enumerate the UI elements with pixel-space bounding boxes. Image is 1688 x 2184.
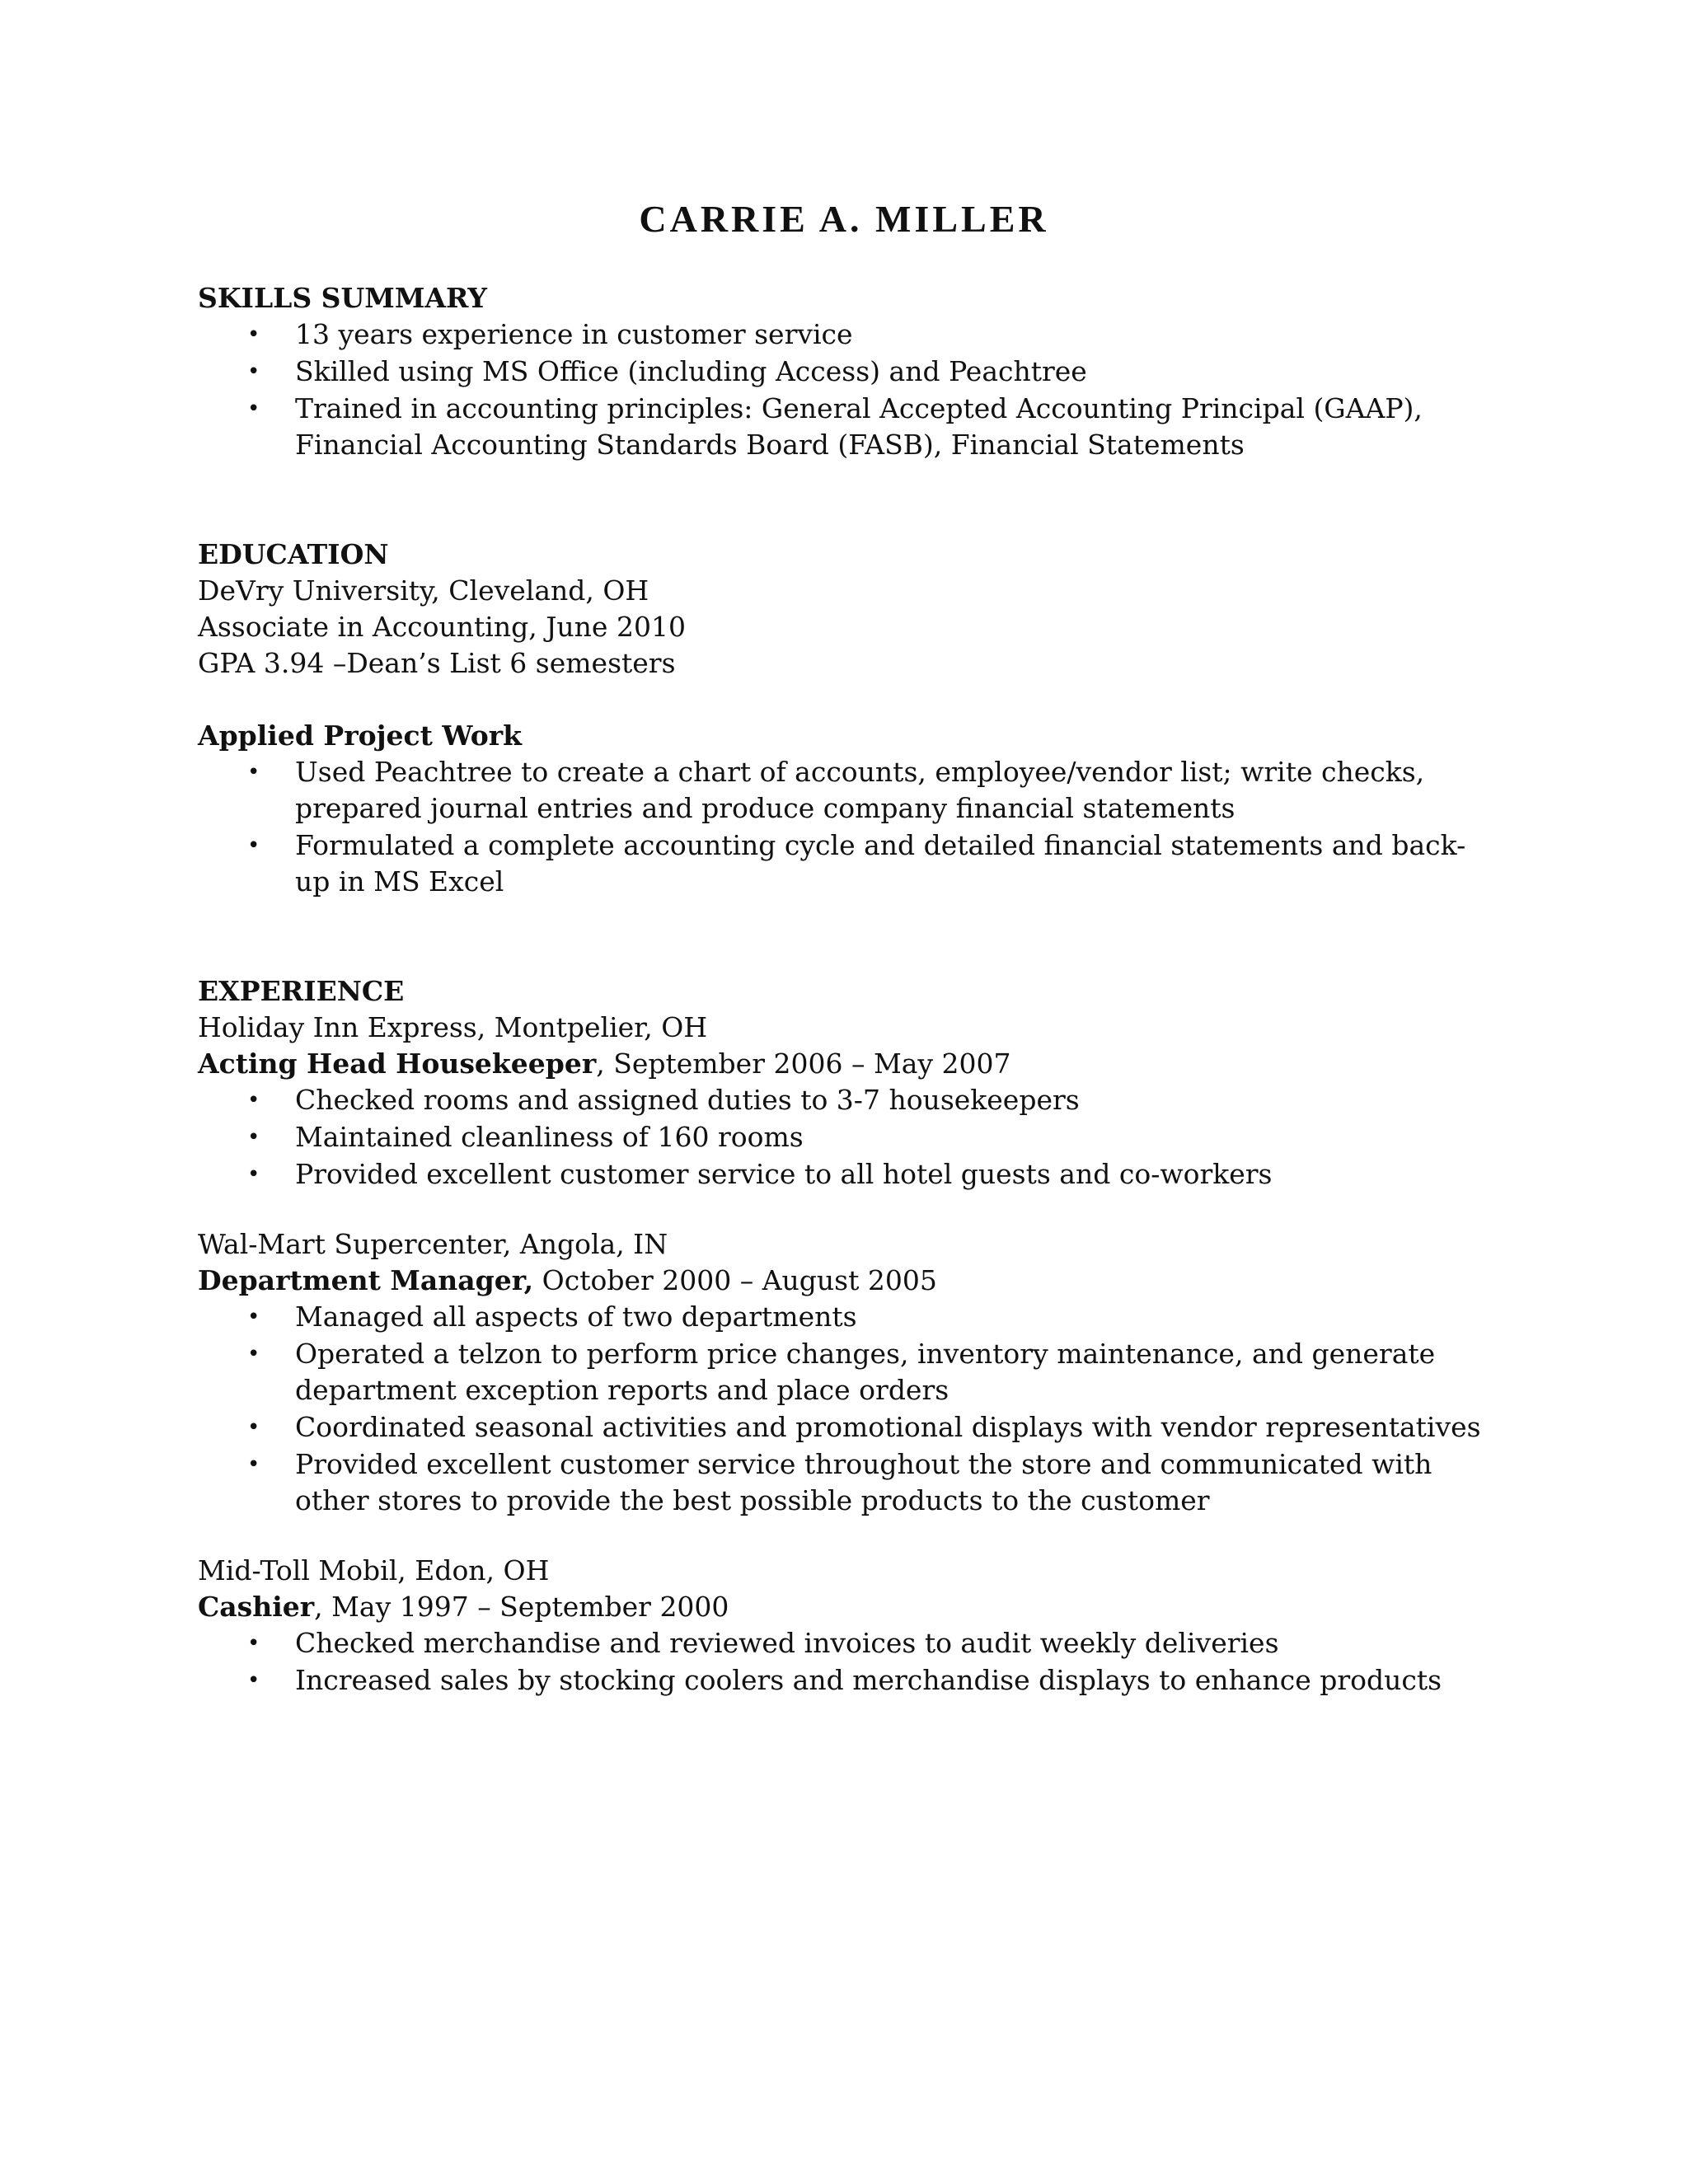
spacer [198, 464, 1484, 537]
education-degree: Associate in Accounting, June 2010 [198, 611, 686, 643]
job-entry [198, 1553, 1484, 1699]
job-employer: Mid-Toll Mobil, Edon, OH [198, 1554, 550, 1586]
education-school: DeVry University, Cleveland, OH [198, 574, 649, 607]
list-item [198, 1119, 1484, 1155]
education-heading: EDUCATION [198, 538, 389, 570]
duty-text: Managed all aspects of two departments [295, 1301, 857, 1333]
job-title: Department Manager, [198, 1264, 534, 1296]
duty-text: Provided excellent customer service to all hotel guests and co-workers [295, 1158, 1273, 1190]
skill-text: Skilled using MS Office (including Access) and Peachtree [295, 355, 1087, 387]
list-item [198, 1625, 1484, 1661]
bullet-icon: • [247, 1415, 260, 1440]
list-item [198, 827, 1484, 900]
bullet-icon: • [247, 1088, 260, 1113]
duty-text: Checked rooms and assigned duties to 3-7 housekeepers [295, 1084, 1080, 1116]
job-duties-list [198, 1625, 1484, 1699]
job-dates: , May 1997 – September 2000 [314, 1591, 729, 1623]
job-dates: , September 2006 – May 2007 [596, 1047, 1011, 1080]
bullet-icon: • [247, 760, 260, 785]
job-title: Acting Head Housekeeper [198, 1047, 597, 1080]
education-gpa: GPA 3.94 –Dean’s List 6 semesters [198, 647, 676, 679]
list-item [198, 316, 1484, 353]
duty-text: Operated a telzon to perform price changes, inventory maintenance, and generate department exception reports and place orders [295, 1338, 1436, 1406]
bullet-icon: • [247, 833, 260, 858]
candidate-name: CARRIE A. MILLER [639, 198, 1049, 240]
job-dates: October 2000 – August 2005 [533, 1264, 937, 1296]
job-title: Cashier [198, 1591, 315, 1623]
job-entry [198, 1010, 1484, 1193]
bullet-icon: • [247, 1162, 260, 1187]
experience-section [198, 973, 1484, 1699]
bullet-icon: • [247, 322, 260, 347]
job-employer: Holiday Inn Express, Montpelier, OH [198, 1011, 708, 1043]
duty-text: Provided excellent customer service throughout the store and communicated with other stores to provide the best possible products to the customer [295, 1448, 1432, 1516]
project-work-heading: Applied Project Work [198, 719, 522, 752]
spacer [198, 682, 1484, 718]
bullet-icon: • [247, 1305, 260, 1329]
job-entry [198, 1226, 1484, 1519]
duty-text: Increased sales by stocking coolers and merchandise displays to enhance products [295, 1664, 1442, 1696]
job-duties-list [198, 1299, 1484, 1519]
bullet-icon: • [247, 1631, 260, 1656]
skills-summary-heading: SKILLS SUMMARY [198, 282, 487, 314]
skills-summary-section [198, 280, 1484, 463]
skill-text: Trained in accounting principles: General Accepted Accounting Principal (GAAP), Financial Accounting Standards Board (FASB), Financial Statements [295, 392, 1423, 461]
list-item [198, 1156, 1484, 1193]
bullet-icon: • [247, 1125, 260, 1150]
spacer [198, 1520, 1484, 1553]
spacer [198, 901, 1484, 973]
duty-text: Coordinated seasonal activities and promotional displays with vendor representatives [295, 1411, 1481, 1443]
resume-body [198, 280, 1484, 1699]
list-item [198, 1082, 1484, 1118]
list-item [198, 391, 1484, 463]
bullet-icon: • [247, 1342, 260, 1366]
list-item [198, 1299, 1484, 1335]
project-text: Used Peachtree to create a chart of accounts, employee/vendor list; write checks, prepared journal entries and produce company financial statements [295, 756, 1425, 824]
list-item [198, 354, 1484, 390]
job-title-line [198, 1589, 1484, 1625]
job-employer: Wal-Mart Supercenter, Angola, IN [198, 1228, 668, 1260]
project-text: Formulated a complete accounting cycle and detailed financial statements and back-up in MS Excel [295, 829, 1466, 898]
bullet-icon: • [247, 396, 260, 421]
skills-list [198, 316, 1484, 463]
duty-text: Checked merchandise and reviewed invoices to audit weekly deliveries [295, 1627, 1279, 1659]
list-item [198, 1446, 1484, 1519]
bullet-icon: • [247, 1452, 260, 1477]
bullet-icon: • [247, 1668, 260, 1693]
job-title-line [198, 1263, 1484, 1299]
education-section [198, 537, 1484, 682]
project-list [198, 754, 1484, 900]
skill-text: 13 years experience in customer service [295, 318, 853, 350]
project-work-section [198, 718, 1484, 900]
list-item [198, 1409, 1484, 1446]
spacer [198, 1193, 1484, 1226]
experience-heading: EXPERIENCE [198, 975, 405, 1007]
duty-text: Maintained cleanliness of 160 rooms [295, 1121, 804, 1153]
list-item [198, 1662, 1484, 1699]
list-item [198, 754, 1484, 827]
bullet-icon: • [247, 359, 260, 384]
list-item [198, 1336, 1484, 1408]
job-title-line [198, 1046, 1484, 1082]
job-duties-list [198, 1082, 1484, 1193]
